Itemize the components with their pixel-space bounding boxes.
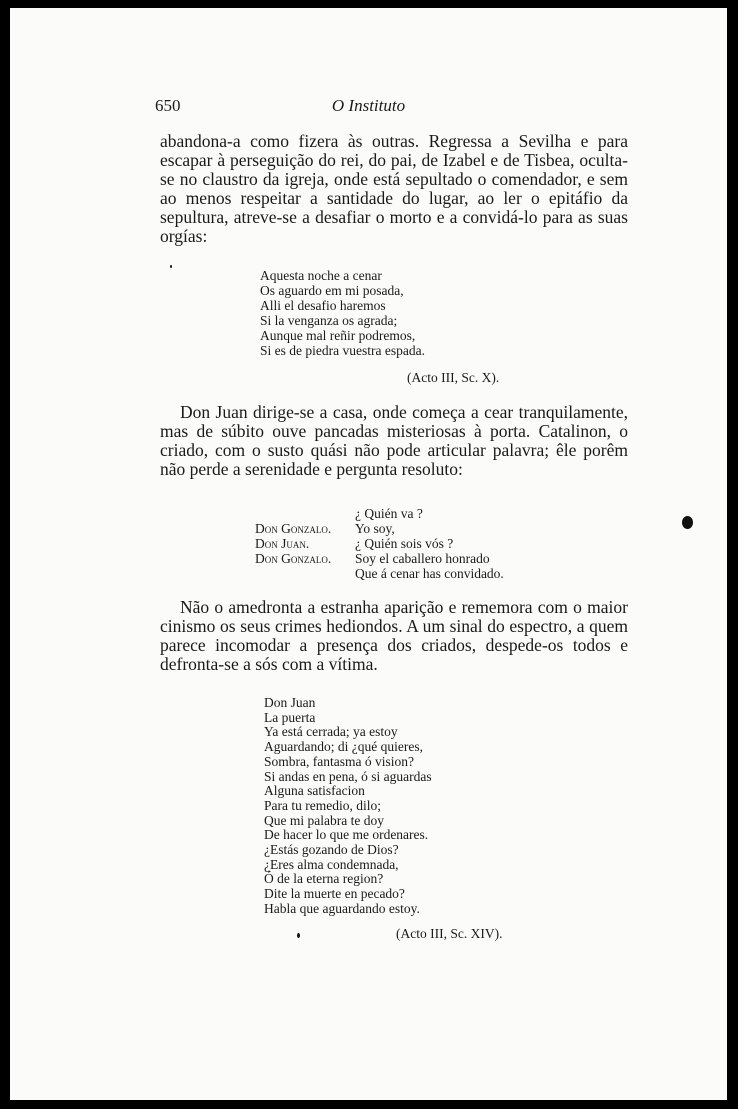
verse-line: ¿Estás gozando de Dios? [264, 842, 399, 858]
dialogue-line: Que á cenar has convidado. [355, 566, 504, 581]
page-header [10, 96, 727, 120]
verse-line: Ya está cerrada; ya estoy [264, 724, 398, 740]
dialogue-line: ¿ Quién va ? [355, 506, 423, 521]
ink-speck [170, 265, 172, 268]
verse-quote-1 [260, 268, 425, 358]
paragraph-1-text: abandona-a como fizera às outras. Regressa a Sevilha e para escapar à perseguição do rei, do pai, de Izabel e de Tisbea, oculta-se no claustro da igreja, onde está sepultado o comendador, e sem ao menos respeitar a santidade do lugar, ao ler o epitáfio da sepultura, atreve-se a desafiar o morto e a convidá-lo para as suas orgías: [160, 131, 628, 246]
dialogue-speaker: Don Juan. [255, 536, 310, 551]
verse-line: Aunque mal reñir podremos, [260, 328, 416, 343]
verse-line: Que mi palabra te doy [264, 812, 384, 828]
verse-line: Os aguardo em mi posada, [260, 283, 404, 298]
verse-quote-2 [264, 696, 432, 917]
citation-2: (Acto III, Sc. XIV). [396, 926, 503, 941]
verse-line: Ó de la eterna region? [264, 871, 384, 887]
paragraph-3 [160, 598, 628, 674]
dialogue-speaker: Don Gonzalo. [255, 551, 332, 566]
dialogue-line: Soy el caballero honrado [355, 551, 490, 566]
verse-line: Dite la muerte en pecado? [264, 886, 405, 902]
verse-line: Alguna satisfacion [264, 783, 365, 799]
verse-line: Habla que aguardando estoy. [264, 900, 420, 916]
book-page [10, 8, 727, 1100]
dialogue-speaker: Don Gonzalo. [255, 521, 332, 536]
page-number: 650 [155, 96, 181, 115]
verse-line: Sombra, fantasma ó vision? [264, 753, 414, 769]
dialogue-line: Yo soy, [355, 521, 395, 536]
verse-line: Si es de piedra vuestra espada. [260, 343, 425, 358]
verse-line: ¿Eres alma condemnada, [264, 856, 399, 872]
running-title: O Instituto [331, 96, 406, 115]
verse-line: Aguardando; di ¿qué quieres, [264, 739, 423, 755]
verse-line: Alli el desafio haremos [260, 298, 386, 313]
verse-line: La puerta [264, 709, 316, 725]
verse-line: Si la venganza os agrada; [260, 313, 398, 328]
paragraph-2 [160, 403, 628, 479]
verse-line: Don Juan [264, 695, 316, 710]
ink-speck [297, 933, 300, 938]
paragraph-3-text: Não o amedronta a estranha aparição e rememora com o maior cinismo os seus crimes hediondos. A um sinal do espectro, a quem parece incomodar a presença dos criados, despede-os todos e defronta-se a sós com a vítima. [160, 597, 628, 674]
citation-1: (Acto III, Sc. X). [407, 370, 500, 385]
verse-line: Si andas en pena, ó si aguardas [264, 768, 432, 784]
dialogue-line: ¿ Quién sois vós ? [355, 536, 454, 551]
paragraph-1 [160, 132, 628, 246]
verse-line: Aquesta noche a cenar [260, 268, 382, 283]
ink-speck [682, 516, 693, 529]
paragraph-2-text: Don Juan dirige-se a casa, onde começa a cear tranquilamente, mas de súbito ouve pancadas misteriosas à porta. Catalinon, o criado, com o susto quási não pode articular palavra; êle porêm não perde a serenidade e pergunta resoluto: [160, 402, 628, 479]
verse-line: Para tu remedio, dilo; [264, 797, 381, 813]
verse-line: De hacer lo que me ordenares. [264, 827, 429, 843]
